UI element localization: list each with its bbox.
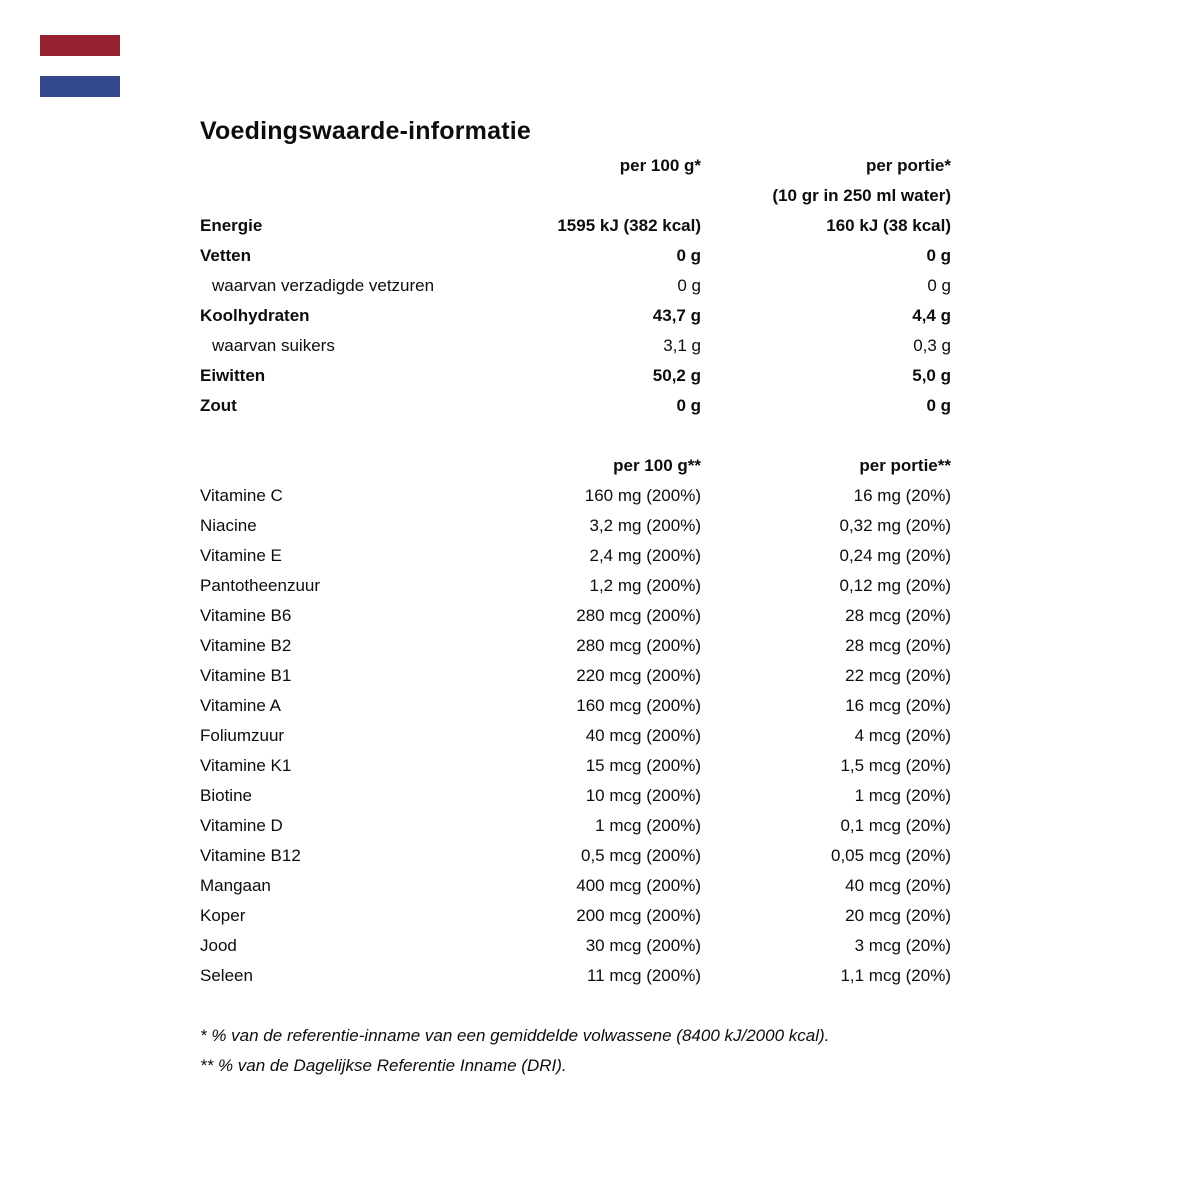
row-label: Jood: [200, 936, 237, 955]
footnote-reference-intake: * % van de referentie-inname van een gemiddelde volwassene (8400 kJ/2000 kcal).: [200, 1026, 830, 1045]
row-label: Biotine: [200, 786, 252, 805]
row-per100: 0 g: [676, 396, 701, 415]
row-portie: 0,24 mg (20%): [839, 546, 951, 565]
row-label: Vitamine B2: [200, 636, 292, 655]
row-label: Vitamine B1: [200, 666, 292, 685]
row-portie: 0,12 mg (20%): [839, 576, 951, 595]
row-per100: 200 mcg (200%): [576, 906, 701, 925]
row-per100: 0 g: [677, 276, 701, 295]
row-portie: 0 g: [926, 246, 951, 265]
row-per100: 280 mcg (200%): [576, 606, 701, 625]
row-label: Eiwitten: [200, 366, 266, 385]
row-per100: 280 mcg (200%): [576, 636, 701, 655]
row-portie: 160 kJ (38 kcal): [826, 216, 951, 235]
table-row-vetten: [200, 241, 951, 271]
row-portie: 4 mcg (20%): [854, 726, 951, 745]
flag-stripe-white: [40, 56, 120, 76]
row-label: Vitamine B6: [200, 606, 292, 625]
table-row-vitamine-e: [200, 541, 951, 571]
footnote-dri: ** % van de Dagelijkse Referentie Inname (DRI).: [200, 1056, 567, 1075]
netherlands-flag-icon: [40, 35, 120, 97]
table-row-vitamine-k1: [200, 751, 951, 781]
table-row-vitamine-b2: [200, 631, 951, 661]
row-label: Vitamine E: [200, 546, 282, 565]
macro-header-portie-sub: (10 gr in 250 ml water): [772, 186, 951, 205]
row-per100: 1 mcg (200%): [595, 816, 701, 835]
row-label: Koper: [200, 906, 246, 925]
table-row-pantotheenzuur: [200, 571, 951, 601]
row-per100: 220 mcg (200%): [576, 666, 701, 685]
row-label: Vitamine K1: [200, 756, 292, 775]
row-per100: 160 mg (200%): [584, 486, 701, 505]
row-label: Seleen: [200, 966, 253, 985]
row-per100: 43,7 g: [652, 306, 701, 325]
row-label: waarvan verzadigde vetzuren: [212, 276, 435, 295]
row-portie: 1,1 mcg (20%): [840, 966, 951, 985]
macro-header-spacer: [200, 151, 521, 181]
table-row-zout: [200, 391, 951, 421]
row-portie: 0,3 g: [913, 336, 951, 355]
macro-header-per100: per 100 g*: [619, 156, 701, 175]
row-label: Vetten: [200, 246, 252, 265]
table-row-eiwitten: [200, 361, 951, 391]
row-per100: 1,2 mg (200%): [589, 576, 701, 595]
row-per100: 30 mcg (200%): [585, 936, 701, 955]
row-portie: 22 mcg (20%): [845, 666, 951, 685]
vitamin-header-row: [200, 451, 951, 481]
row-per100: 10 mcg (200%): [585, 786, 701, 805]
table-row-seleen: [200, 961, 951, 991]
table-row-vitamine-b1: [200, 661, 951, 691]
row-portie: 0,32 mg (20%): [839, 516, 951, 535]
row-portie: 16 mg (20%): [853, 486, 951, 505]
table-row-koolhydraten: [200, 301, 951, 331]
row-per100: 3,1 g: [663, 336, 701, 355]
flag-stripe-red: [40, 35, 120, 56]
row-label: Niacine: [200, 516, 257, 535]
macro-subheader-row: [200, 181, 951, 211]
table-row-koper: [200, 901, 951, 931]
table-row-mangaan: [200, 871, 951, 901]
macro-header-row: [200, 151, 951, 181]
table-row-vitamine-c: [200, 481, 951, 511]
row-per100: 11 mcg (200%): [586, 966, 701, 985]
page-title: Voedingswaarde-informatie: [200, 117, 531, 145]
row-per100: 3,2 mg (200%): [589, 516, 701, 535]
row-label: Pantotheenzuur: [200, 576, 321, 595]
row-label: Vitamine A: [200, 696, 281, 715]
row-label: waarvan suikers: [212, 336, 335, 355]
table-row-vitamine-b6: [200, 601, 951, 631]
row-label: Koolhydraten: [200, 306, 310, 325]
row-portie: 0 g: [926, 396, 951, 415]
table-row-energie: [200, 211, 951, 241]
row-label: Vitamine C: [200, 486, 283, 505]
row-portie: 5,0 g: [912, 366, 951, 385]
row-per100: 50,2 g: [652, 366, 701, 385]
table-row-verzadigde-vetzuren: [200, 271, 951, 301]
row-portie: 1 mcg (20%): [854, 786, 951, 805]
row-portie: 0,05 mcg (20%): [831, 846, 951, 865]
row-portie: 1,5 mcg (20%): [840, 756, 951, 775]
row-portie: 0 g: [927, 276, 951, 295]
row-per100: 0 g: [676, 246, 701, 265]
row-portie: 28 mcg (20%): [845, 606, 951, 625]
row-label: Mangaan: [200, 876, 271, 895]
table-row-foliumzuur: [200, 721, 951, 751]
row-per100: 400 mcg (200%): [576, 876, 701, 895]
row-per100: 40 mcg (200%): [585, 726, 701, 745]
row-portie: 16 mcg (20%): [845, 696, 951, 715]
row-portie: 40 mcg (20%): [845, 876, 951, 895]
row-label: Energie: [200, 216, 263, 235]
table-row-biotine: [200, 781, 951, 811]
row-portie: 4,4 g: [912, 306, 951, 325]
row-per100: 1595 kJ (382 kcal): [557, 216, 701, 235]
row-portie: 28 mcg (20%): [845, 636, 951, 655]
row-portie: 0,1 mcg (20%): [840, 816, 951, 835]
row-per100: 160 mcg (200%): [576, 696, 701, 715]
vitamin-header-per100: per 100 g**: [613, 456, 701, 475]
row-portie: 3 mcg (20%): [854, 936, 951, 955]
table-row-jood: [200, 931, 951, 961]
row-label: Foliumzuur: [200, 726, 285, 745]
vitamin-header-portie: per portie**: [859, 456, 951, 475]
flag-stripe-blue: [40, 76, 120, 97]
row-per100: 15 mcg (200%): [585, 756, 701, 775]
row-per100: 2,4 mg (200%): [589, 546, 701, 565]
footnotes: [200, 1021, 951, 1081]
table-row-vitamine-d: [200, 811, 951, 841]
table-row-vitamine-a: [200, 691, 951, 721]
section-gap: [200, 421, 951, 451]
row-per100: 0,5 mcg (200%): [581, 846, 701, 865]
row-portie: 20 mcg (20%): [845, 906, 951, 925]
nutrition-label: [200, 116, 951, 1081]
row-label: Vitamine D: [200, 816, 283, 835]
table-row-vitamine-b12: [200, 841, 951, 871]
table-row-suikers: [200, 331, 951, 361]
row-label: Vitamine B12: [200, 846, 301, 865]
table-row-niacine: [200, 511, 951, 541]
row-label: Zout: [200, 396, 237, 415]
macro-header-portie: per portie*: [865, 156, 951, 175]
